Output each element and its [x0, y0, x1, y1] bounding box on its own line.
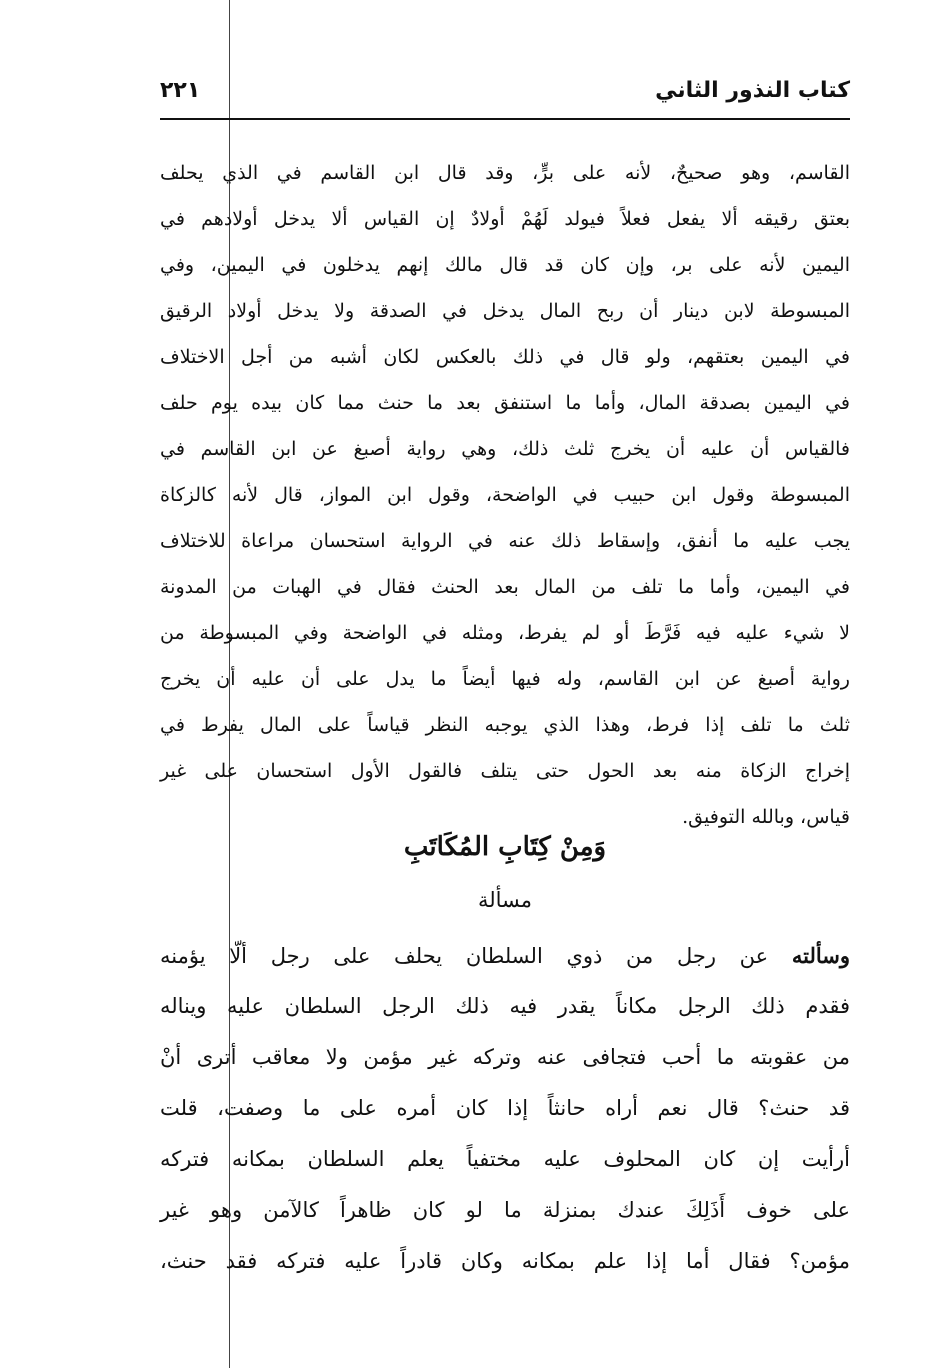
text-line: اليمين لأنه على بر، وإن كان قد قال مالك إنهم يدخلون في اليمين، وفي: [160, 254, 850, 276]
text-line: في اليمين بعتقهم، ولو قال في ذلك بالعكس لكان أشبه من أجل الاختلاف: [160, 346, 850, 368]
running-title: كتاب النذور الثاني: [655, 78, 850, 103]
text-line: من عقوبته ما أحب فتجافى عنه وتركه غير مؤمن ولا معاقب أترى أنْ: [160, 1045, 850, 1069]
page-header: [160, 78, 850, 120]
text-line: المبسوطة لابن دينار أن ربح المال يدخل في الصدقة ولا يدخل أولاد الرقيق: [160, 300, 850, 322]
paragraph-2: [160, 930, 850, 1287]
text-line: ثلث ما تلف إذا فرط، وهذا الذي يوجبه النظر قياساً على المال يفرط في: [160, 714, 850, 736]
text-line: القاسم، وهو صحيحٌ، لأنه على برٍّ، وقد قال ابن القاسم في الذي يحلف: [160, 162, 850, 184]
page-number: ٢٢١: [160, 78, 201, 103]
text-line: [160, 930, 850, 981]
text-line: بعتق رقيقه ألا يفعل فعلاً فيولد لَهُمْ أولادٌ إن القياس ألا يدخل أولادهم في: [160, 208, 850, 230]
text-line: فالقياس أن عليه أن يخرج ثلث ذلك، وهي رواية أصبغ عن ابن القاسم في: [160, 438, 850, 460]
section-heading: مسألة: [477, 888, 533, 912]
text-line: يجب عليه ما أنفق، وإسقاط ذلك عنه في الرواية استحسان مراعاة للاختلاف: [160, 530, 850, 552]
text-line: في اليمين بصدقة المال، وأما ما استنفق بعد ما حنث مما كان بيده يوم حلف: [160, 392, 850, 414]
text-line-rest: عن رجل من ذوي السلطان يحلف على رجل ألّا يؤمنه: [160, 944, 769, 968]
text-line: أرأيت إن كان المحلوف عليه مختفياً يعلم السلطان بمكانه فتركه: [160, 1147, 850, 1171]
text-line: فقدم ذلك الرجل مكاناً يقدر فيه ذلك الرجل السلطان عليه ويناله: [160, 994, 850, 1018]
text-line: قياس، وبالله التوفيق.: [682, 806, 850, 828]
text-line: لا شيء عليه فيه فَرَّطَ أو لم يفرط، ومثله في الواضحة وفي المبسوطة من: [160, 622, 850, 644]
text-line: رواية أصبغ عن ابن القاسم، وله فيها أيضاً ما يدل على أن عليه أن يخرج: [160, 668, 850, 690]
paragraph-1: [160, 150, 850, 840]
text-line: مؤمن؟ فقال أما إذا علم بمكانه وكان قادراً عليه فتركه فقد حنث،: [160, 1249, 850, 1273]
lead-word: وسألته: [791, 943, 851, 968]
text-line: على خوف أَذَلِكَ عندك بمنزلة ما لو كان ظاهراً كالآمن وهو غير: [160, 1198, 850, 1222]
text-line: في اليمين، وأما ما تلف من المال بعد الحنث فقال في الهبات من المدونة: [160, 576, 850, 598]
text-line: إخراج الزكاة منه بعد الحول حتى يتلف فالقول الأول استحسان على غير: [160, 760, 850, 782]
text-line: قد حنث؟ قال نعم أراه حانثاً إذا كان أمره على ما وصفت، قلت: [160, 1096, 850, 1120]
chapter-heading: وَمِنْ كِتَابِ المُكَاتَبِ: [403, 832, 607, 862]
text-line: المبسوطة وقول ابن حبيب في الواضحة، وقول ابن المواز، قال لأنه كالزكاة: [160, 484, 850, 506]
